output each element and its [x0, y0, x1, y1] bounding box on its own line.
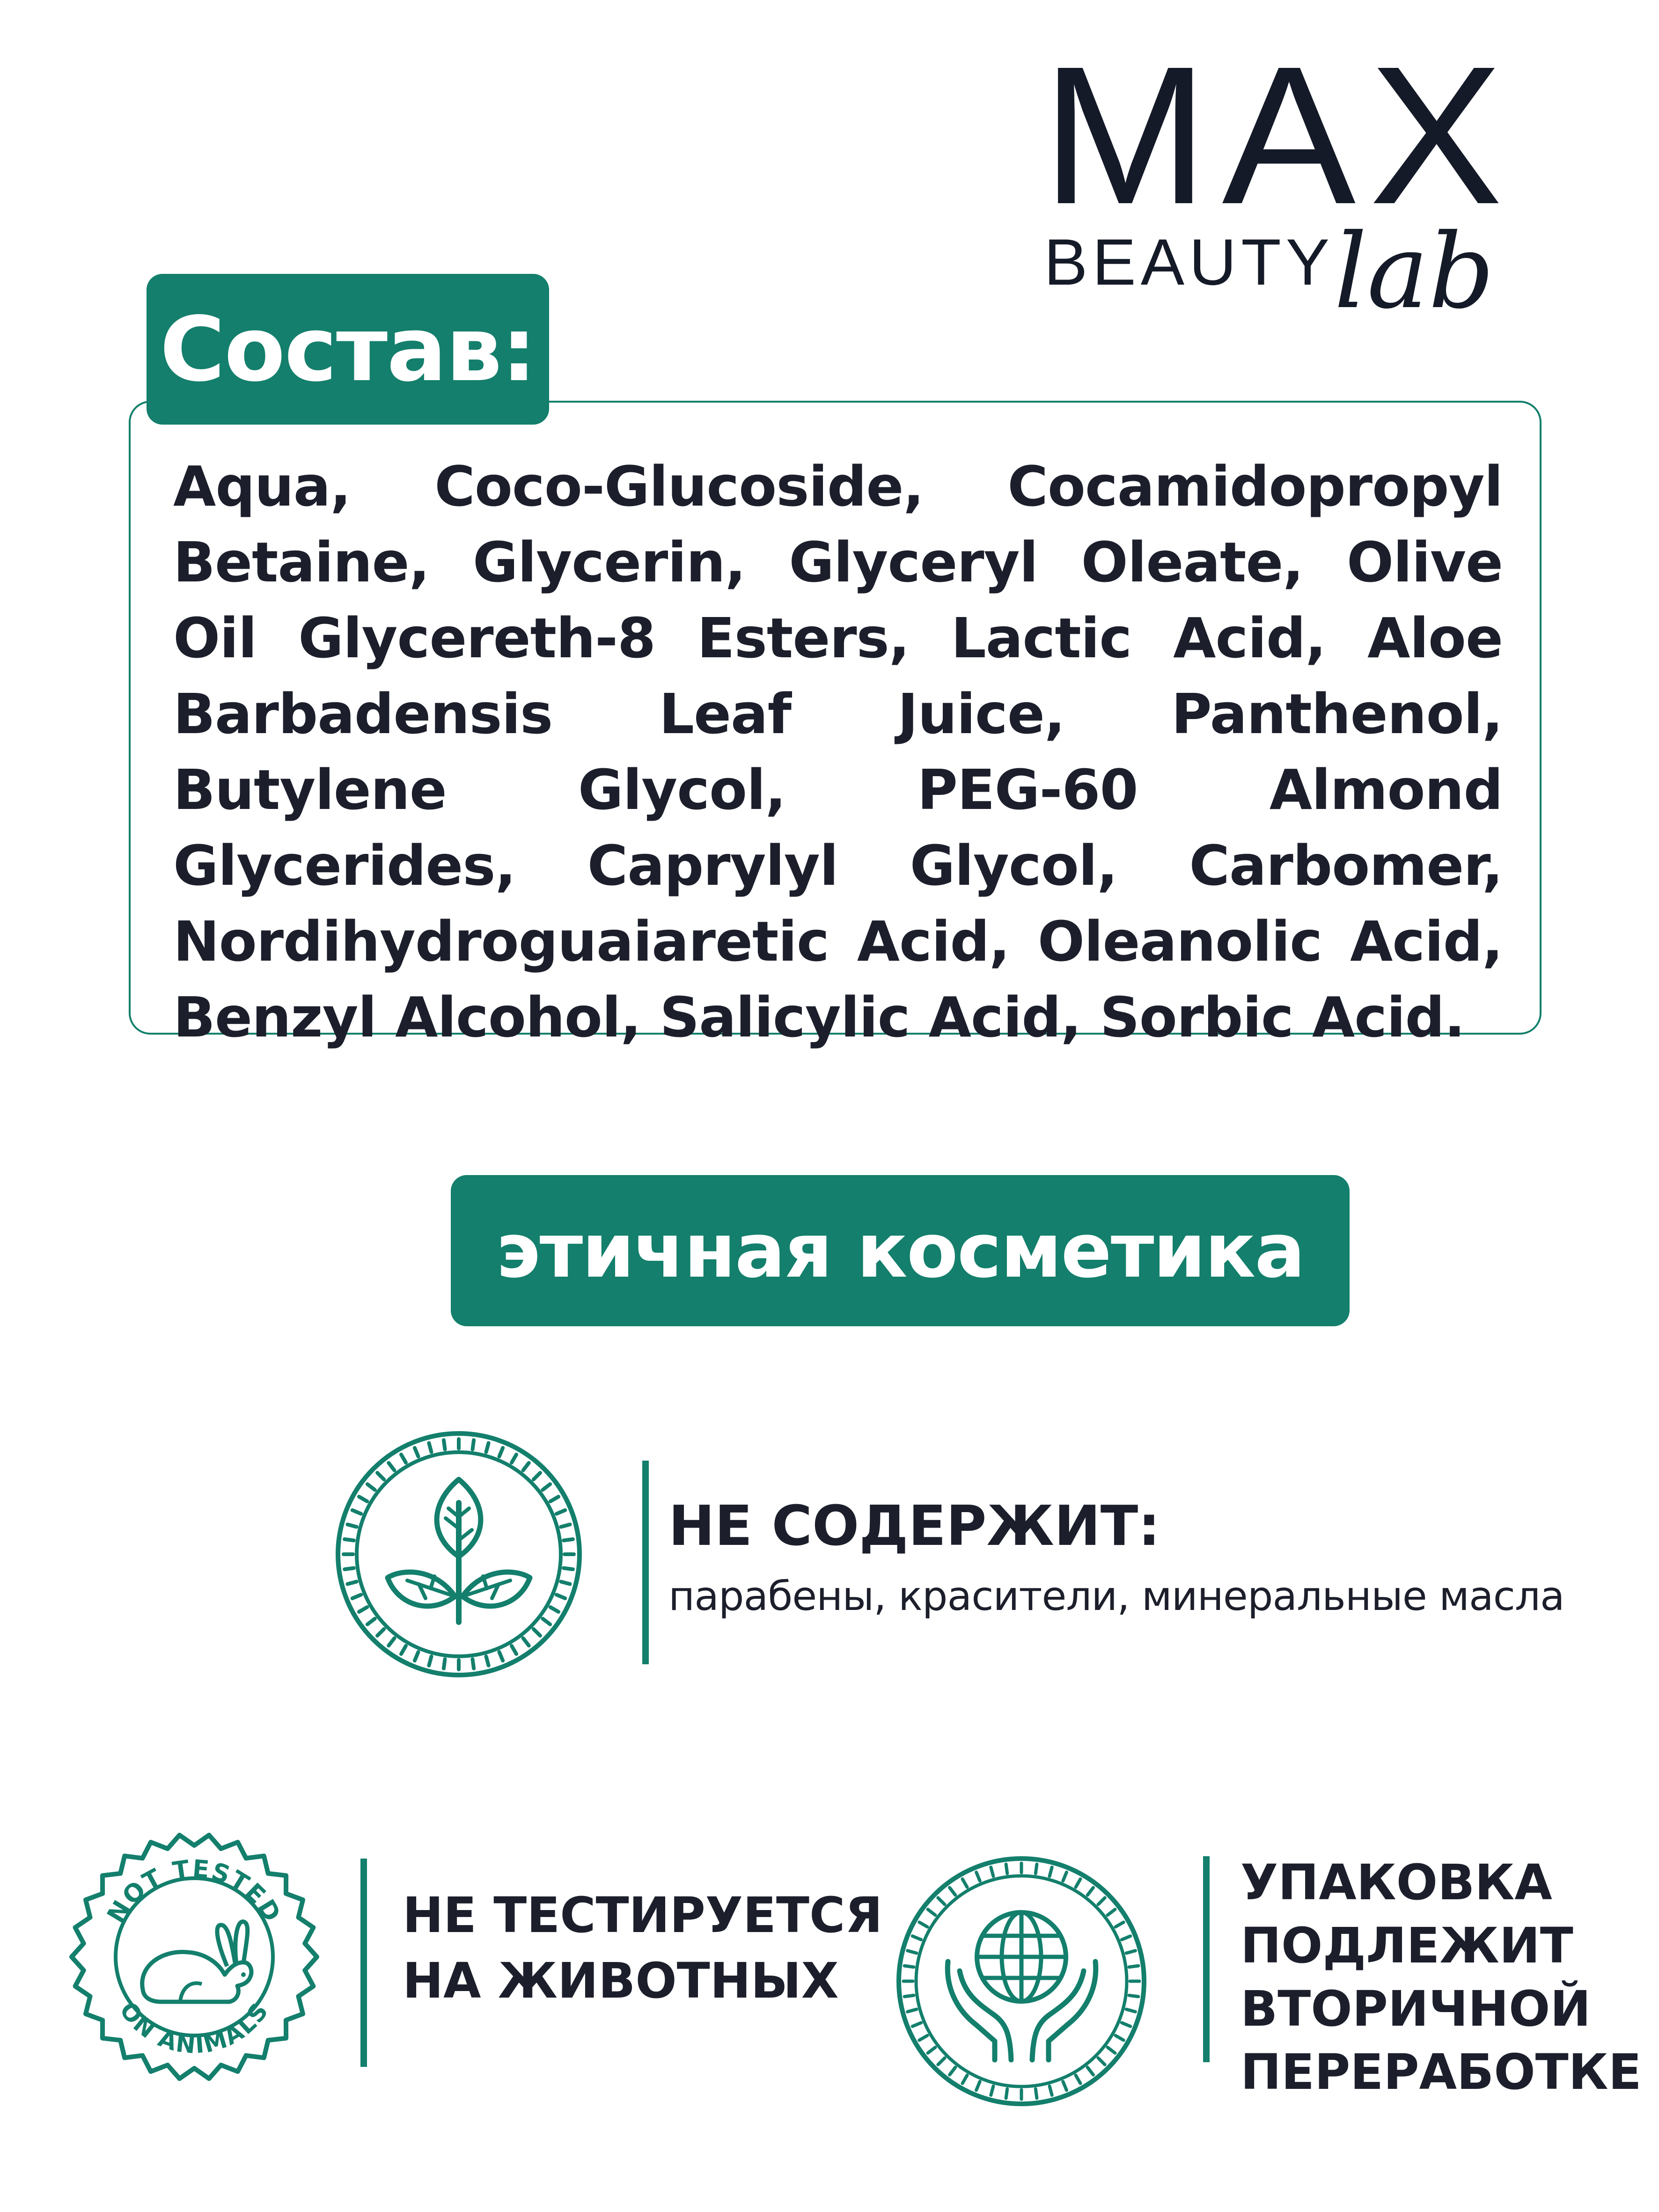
recycling-line-4: ПЕРЕРАБОТКЕ — [1241, 2043, 1642, 2101]
free-from-details: парабены, красители, минеральные масла — [668, 1573, 1564, 1620]
recycling-line-3: ВТОРИЧНОЙ — [1241, 1980, 1591, 2037]
ingredients-list: Aqua, Coco-Glucoside, Cocamidopropyl Betaine, Glycerin, Glyceryl Oleate, Olive Oil Glycereth-8 Esters, Lactic Acid, Aloe Barbadensis Leaf Juice, Panthenol, Butylene Glycol, PEG-60 Almond Glycerides, Caprylyl Glycol, Carbomer, Nordihydroguaiaretic Acid, Oleanolic Acid, Benzyl Alcohol, Salicylic Acid, Sorbic Acid. — [173, 454, 1503, 1050]
divider-recycling — [1203, 1856, 1210, 2062]
brand-logo-max: MAX — [1042, 26, 1517, 245]
composition-title: Состав: — [147, 274, 549, 425]
rabbit-stamp-icon — [63, 1826, 325, 2088]
globe-hands-icon — [894, 1854, 1149, 2109]
leaf-badge-icon — [332, 1428, 585, 1681]
ethical-cosmetics-title: этичная косметика — [451, 1175, 1350, 1326]
brand-logo-lab: lab — [1334, 212, 1495, 331]
badge-bottom-text: ON ANIMALS — [114, 1997, 274, 2059]
divider-not-tested — [360, 1859, 367, 2067]
divider-free-from — [642, 1461, 649, 1664]
svg-text:NOT TESTED — [102, 1855, 287, 1928]
not-tested-line-1: НЕ ТЕСТИРУЕТСЯ — [403, 1887, 883, 1944]
recycling-line-1: УПАКОВКА — [1241, 1854, 1552, 1911]
badge-top-text: NOT TESTED — [102, 1855, 287, 1928]
not-tested-line-2: НА ЖИВОТНЫХ — [403, 1952, 839, 2009]
brand-logo-beauty: BEAUTY — [1044, 225, 1335, 299]
recycling-line-2: ПОДЛЕЖИТ — [1241, 1917, 1573, 1974]
free-from-heading: НЕ СОДЕРЖИТ: — [668, 1493, 1160, 1558]
svg-text:ON ANIMALS — [114, 1997, 274, 2059]
